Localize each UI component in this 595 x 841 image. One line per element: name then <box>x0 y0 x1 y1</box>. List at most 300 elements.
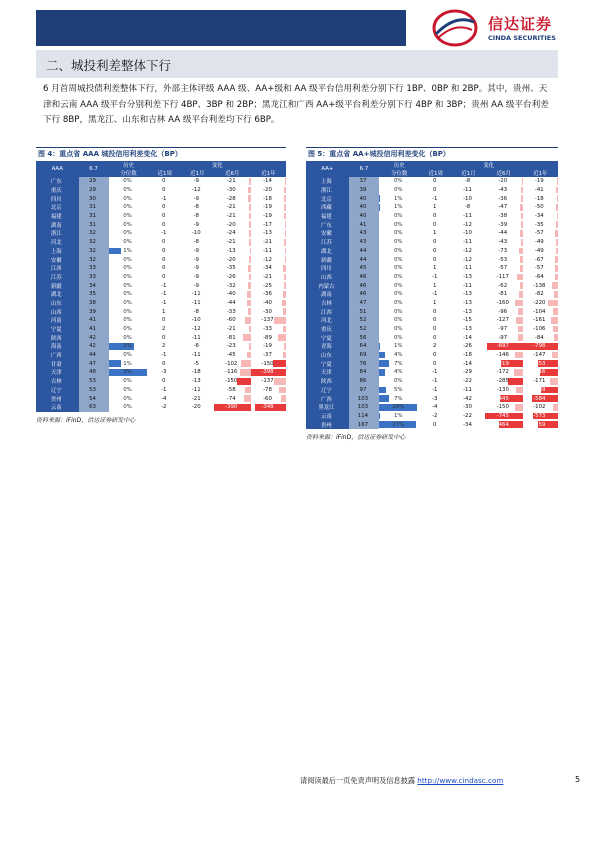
cell-value: -798 <box>533 343 546 350</box>
change-6m-cell <box>214 194 252 203</box>
change-6m-cell <box>214 281 252 290</box>
change-1m-cell <box>452 420 485 429</box>
cell-value: 0% <box>123 221 132 228</box>
change-6m-cell <box>485 220 523 229</box>
cell-value: 7% <box>393 360 403 367</box>
change-1m-cell <box>181 316 214 325</box>
change-1w-cell <box>149 186 182 195</box>
change-6m-cell <box>485 186 523 195</box>
cell-value: 江西 <box>321 309 332 316</box>
cell-value: -4 <box>432 404 438 411</box>
change-1m-cell <box>181 359 214 368</box>
spread-cell <box>349 316 379 325</box>
cell-value: -53 <box>498 256 508 263</box>
percentile-cell <box>109 342 149 351</box>
change-1w-cell <box>419 281 452 290</box>
province-cell <box>306 325 349 334</box>
cell-value: 天津 <box>321 370 332 377</box>
change-1m-cell <box>181 186 214 195</box>
province-cell <box>306 420 349 429</box>
province-cell <box>306 394 349 403</box>
change-1m-cell <box>452 299 485 308</box>
table-row <box>306 177 558 186</box>
change-1m-cell <box>181 247 214 256</box>
cell-value: 吉林 <box>50 379 62 386</box>
cell-value: -41 <box>534 187 544 194</box>
cell-value: 52 <box>359 317 367 324</box>
table-row <box>36 238 286 247</box>
value-bar <box>556 221 558 228</box>
cell-value: 山东 <box>321 353 332 360</box>
change-1w-cell <box>419 203 452 212</box>
cell-value: 52 <box>359 326 367 333</box>
cell-value: 宁夏 <box>50 327 62 334</box>
value-bar <box>284 187 286 194</box>
cell-value: -1 <box>432 291 438 298</box>
percentile-cell <box>109 359 149 368</box>
change-6m-cell <box>214 273 252 282</box>
cell-value: 32 <box>89 230 96 237</box>
cell-value: 167 <box>357 421 369 428</box>
table-row <box>36 194 286 203</box>
change-6m-cell <box>485 325 523 334</box>
table-row <box>306 368 558 377</box>
value-bar <box>284 282 286 289</box>
cell-value: 48 <box>89 369 96 376</box>
cell-value: -160 <box>496 299 509 306</box>
cell-value: 山西 <box>321 274 332 281</box>
cell-value: -11 <box>463 239 472 246</box>
cell-value: 0 <box>433 317 437 324</box>
value-bar <box>556 204 558 211</box>
change-1y-cell <box>523 386 558 395</box>
brand-name-cn: 信达证券 <box>488 15 553 33</box>
change-1y-cell <box>251 194 286 203</box>
percentile-cell <box>109 186 149 195</box>
spread-cell <box>79 403 109 412</box>
change-1w-cell <box>419 342 452 351</box>
change-6m-cell <box>214 394 252 403</box>
change-6m-cell <box>214 212 252 221</box>
change-6m-cell <box>214 368 252 377</box>
cell-value: -62 <box>498 282 508 289</box>
change-1m-cell <box>181 290 214 299</box>
change-1w-cell <box>419 220 452 229</box>
cell-value: -1 <box>432 378 438 385</box>
cell-value: -84 <box>534 334 544 341</box>
cell-value: 0 <box>162 247 166 254</box>
cell-value: -40 <box>263 299 272 306</box>
table-row <box>36 186 286 195</box>
cell-value: 54 <box>89 395 96 402</box>
spread-cell <box>79 394 109 403</box>
figure-title: 图 4：重点省 AAA 城投信用利差变化（BP） <box>36 147 286 161</box>
province-cell <box>306 194 349 203</box>
change-1w-cell <box>419 273 452 282</box>
province-cell <box>306 255 349 264</box>
value-bar <box>554 291 558 298</box>
paragraph-text: 6 月首周城投债利差整体下行，外部主体评级 AAA 级、AA+级和 AA 级平台信用利差分别下行 1BP、0BP 和 2BP。其中，贵州、天津和云南 AAA 级平台分别利差下行 4BP、3BP 和 2BP；黑龙江和广西 AA+级平台利差分别下行 4BP 和 3BP；贵州 AA 级平台利差下行 8BP，黑龙江、山东和吉林 AA 级平台利差均下行 6BP。 <box>43 84 549 125</box>
table-row <box>306 255 558 264</box>
cell-value: 宁夏 <box>321 361 332 368</box>
col-m1: 近1月 <box>181 169 214 177</box>
change-1m-cell <box>452 264 485 273</box>
cell-value: 0% <box>393 178 403 185</box>
spread-cell <box>349 368 379 377</box>
spread-cell <box>349 273 379 282</box>
cell-value: -24 <box>226 230 236 237</box>
cell-value: -49 <box>534 247 544 254</box>
col-rating: AAA <box>36 161 79 177</box>
cell-value: -1 <box>161 386 167 393</box>
change-1w-cell <box>419 212 452 221</box>
value-bar <box>516 387 523 394</box>
cell-value: 0 <box>433 326 437 333</box>
value-bar <box>379 360 389 367</box>
cell-value: 97 <box>359 386 367 393</box>
cell-value: 0% <box>123 378 132 385</box>
province-cell <box>36 186 79 195</box>
change-1w-cell <box>149 394 182 403</box>
cell-value: 0% <box>393 187 403 194</box>
cell-value: -348 <box>261 404 274 411</box>
cell-value: -172 <box>496 369 509 376</box>
cell-value: 广东 <box>321 222 332 229</box>
percentile-cell <box>379 299 419 308</box>
percentile-cell <box>379 368 419 377</box>
cell-value: 0% <box>393 221 403 228</box>
table-row <box>306 386 558 395</box>
cell-value: 43 <box>359 239 367 246</box>
cell-value: 宁夏 <box>321 335 332 342</box>
footer-text: 请阅读最后一页免责声明及信息披露 <box>300 776 418 785</box>
cell-value: 34 <box>89 282 96 289</box>
change-1y-cell <box>523 281 558 290</box>
cell-value: -1 <box>161 195 167 202</box>
cell-value: 青海 <box>321 344 332 351</box>
cell-value: 浙江 <box>321 188 332 195</box>
cell-value: -11 <box>463 187 472 194</box>
cell-value: -10 <box>463 230 472 237</box>
cell-value: -36 <box>263 291 272 298</box>
percentile-cell <box>109 247 149 256</box>
change-1w-cell <box>149 325 182 334</box>
percentile-cell <box>379 403 419 412</box>
change-1w-cell <box>419 186 452 195</box>
change-1y-cell <box>251 238 286 247</box>
footer-link[interactable]: http://www.cindasc.com <box>417 776 504 785</box>
cell-value: 46 <box>359 291 367 298</box>
spread-cell <box>349 238 379 247</box>
cell-value: -11 <box>191 299 201 306</box>
table-row <box>36 307 286 316</box>
cell-value: 0 <box>162 213 166 220</box>
cell-value: -150 <box>496 404 509 411</box>
province-cell <box>36 342 79 351</box>
value-bar <box>274 317 286 324</box>
percentile-cell <box>379 359 419 368</box>
value-bar <box>379 195 380 202</box>
cell-value: 0% <box>393 213 403 220</box>
cell-value: 0% <box>123 395 132 402</box>
change-1y-cell <box>251 342 286 351</box>
percentile-cell <box>379 264 419 273</box>
change-6m-cell <box>485 420 523 429</box>
change-6m-cell <box>485 342 523 351</box>
spread-cell <box>79 186 109 195</box>
cell-value: -573 <box>533 412 546 419</box>
percentile-cell <box>109 290 149 299</box>
table-row <box>36 325 286 334</box>
table-row <box>306 316 558 325</box>
value-bar <box>553 308 558 315</box>
cell-value: 0% <box>393 299 403 306</box>
cell-value: 1% <box>393 412 403 419</box>
table-row <box>36 342 286 351</box>
value-bar <box>273 360 286 367</box>
change-6m-cell <box>485 377 523 386</box>
change-6m-cell <box>485 229 523 238</box>
table-row <box>36 229 286 238</box>
cell-value: -130 <box>496 386 509 393</box>
change-1y-cell <box>251 212 286 221</box>
change-6m-cell <box>485 412 523 421</box>
percentile-cell <box>109 273 149 282</box>
cell-value: -390 <box>225 404 238 411</box>
cell-value: -10 <box>463 195 472 202</box>
change-6m-cell <box>485 281 523 290</box>
change-1w-cell <box>149 273 182 282</box>
cell-value: -50 <box>534 204 544 211</box>
cell-value: 河南 <box>50 318 62 325</box>
value-bar <box>284 239 286 246</box>
cell-value: 湖南 <box>321 292 332 299</box>
cell-value: 1 <box>433 282 437 289</box>
cell-value: 1 <box>433 230 437 237</box>
col-date: 6.7 <box>79 161 109 177</box>
change-1m-cell <box>452 238 485 247</box>
percentile-cell <box>379 247 419 256</box>
spread-cell <box>79 212 109 221</box>
cell-value: -1 <box>161 291 167 298</box>
percentile-cell <box>379 351 419 360</box>
cell-value: 江西 <box>50 266 62 273</box>
spread-cell <box>349 386 379 395</box>
cell-value: -9 <box>193 256 199 263</box>
value-bar <box>379 395 389 402</box>
cell-value: 福建 <box>50 214 62 221</box>
footer-disclaimer <box>300 776 503 786</box>
page-number: 5 <box>575 775 581 784</box>
change-6m-cell <box>214 220 252 229</box>
cell-value: 40 <box>359 195 367 202</box>
cell-value: -6 <box>193 343 199 350</box>
cell-value: 上海 <box>50 248 62 255</box>
col-rating: AA+ <box>306 161 349 177</box>
cell-value: 1% <box>123 360 132 367</box>
cell-value: 吉林 <box>321 300 332 307</box>
change-6m-cell <box>214 333 252 342</box>
change-1m-cell <box>452 255 485 264</box>
value-bar <box>515 300 523 307</box>
spread-cell <box>79 203 109 212</box>
cell-value: 40 <box>359 204 367 211</box>
cell-value: -18 <box>534 195 544 202</box>
cell-value: -97 <box>498 326 508 333</box>
cell-value: -57 <box>498 265 508 272</box>
cell-value: 湖北 <box>321 248 332 255</box>
change-6m-cell <box>485 386 523 395</box>
cell-value: -9 <box>193 265 199 272</box>
value-bar <box>555 256 558 263</box>
change-1y-cell <box>523 273 558 282</box>
table-row <box>306 359 558 368</box>
table-row <box>36 351 286 360</box>
province-cell <box>306 342 349 351</box>
cell-value: 39 <box>359 187 367 194</box>
figure-4 <box>36 147 286 424</box>
value-bar <box>552 352 559 359</box>
value-bar <box>284 204 286 211</box>
cell-value: -19 <box>263 204 272 211</box>
spread-cell <box>349 342 379 351</box>
cell-value: -10 <box>191 230 201 237</box>
cell-value: -11 <box>191 386 201 393</box>
cell-value: -37 <box>263 352 272 359</box>
spread-cell <box>349 351 379 360</box>
cell-value: -1 <box>161 299 167 306</box>
province-cell <box>306 316 349 325</box>
change-1y-cell <box>523 307 558 316</box>
cell-value: -106 <box>533 326 546 333</box>
cell-value: 新疆 <box>50 283 62 290</box>
cell-value: 4% <box>393 369 403 376</box>
cell-value: -34 <box>263 265 272 272</box>
cell-value: -116 <box>225 369 238 376</box>
table-row <box>306 220 558 229</box>
spread-cell <box>79 255 109 264</box>
cell-value: -11 <box>191 334 201 341</box>
cell-value: -419 <box>496 360 509 367</box>
cell-value: -26 <box>226 273 236 280</box>
cell-value: -14 <box>463 360 472 367</box>
cell-value: -8 <box>464 178 471 185</box>
percentile-cell <box>379 377 419 386</box>
spread-cell <box>349 403 379 412</box>
cell-value: 上海 <box>321 179 332 186</box>
change-1y-cell <box>523 299 558 308</box>
change-1m-cell <box>181 177 214 186</box>
cell-value: 0 <box>162 378 166 385</box>
value-bar <box>556 239 558 246</box>
change-1m-cell <box>452 212 485 221</box>
change-1y-cell <box>251 386 286 395</box>
cell-value: 47 <box>359 299 367 306</box>
col-hist: 历史 <box>379 161 419 169</box>
cell-value: 45 <box>359 265 367 272</box>
cell-value: -78 <box>263 386 272 393</box>
cell-value: 64 <box>359 343 367 350</box>
cell-value: 5% <box>393 386 403 393</box>
change-1w-cell <box>149 290 182 299</box>
spread-cell <box>349 420 379 429</box>
col-m6: 近6月 <box>214 169 252 177</box>
cell-value: -13 <box>463 291 472 298</box>
cell-value: -11 <box>191 352 201 359</box>
change-1m-cell <box>452 342 485 351</box>
change-6m-cell <box>214 238 252 247</box>
cell-value: -2 <box>432 412 438 419</box>
cell-value: 1 <box>162 308 166 315</box>
col-m6: 近6月 <box>485 169 523 177</box>
cell-value: 3% <box>123 369 132 376</box>
change-6m-cell <box>214 264 252 273</box>
change-6m-cell <box>485 359 523 368</box>
cell-value: 0% <box>123 213 132 220</box>
change-1y-cell <box>251 307 286 316</box>
change-1w-cell <box>419 420 452 429</box>
cell-value: 内蒙古 <box>318 283 335 290</box>
cell-value: -8 <box>193 239 199 246</box>
value-bar <box>285 230 286 237</box>
change-1y-cell <box>251 325 286 334</box>
spread-cell <box>349 394 379 403</box>
cell-value: 103 <box>357 404 369 411</box>
change-1m-cell <box>181 342 214 351</box>
cell-value: 41 <box>359 221 367 228</box>
province-cell <box>36 255 79 264</box>
cell-value: 0% <box>393 326 403 333</box>
value-bar <box>285 256 286 263</box>
cell-value: -22 <box>463 412 472 419</box>
brand-name-en: CINDA SECURITIES <box>488 34 556 42</box>
cell-value: -21 <box>226 213 236 220</box>
province-cell <box>306 264 349 273</box>
spread-cell <box>349 299 379 308</box>
percentile-cell <box>379 325 419 334</box>
change-1y-cell <box>523 325 558 334</box>
cell-value: 1% <box>393 195 403 202</box>
cell-value: -34 <box>463 421 472 428</box>
change-6m-cell <box>214 255 252 264</box>
percentile-cell <box>379 203 419 212</box>
cell-value: -220 <box>533 299 546 306</box>
value-bar <box>278 334 286 341</box>
spread-cell <box>79 333 109 342</box>
cell-value: 湖南 <box>50 222 62 229</box>
change-6m-cell <box>485 403 523 412</box>
percentile-cell <box>379 290 419 299</box>
cell-value: -398 <box>261 369 274 376</box>
table-row <box>306 212 558 221</box>
change-6m-cell <box>214 342 252 351</box>
change-1w-cell <box>419 247 452 256</box>
cell-value: 0% <box>393 308 403 315</box>
cell-value: 33 <box>89 273 96 280</box>
cell-value: 广西 <box>321 396 332 403</box>
percentile-cell <box>379 220 419 229</box>
province-cell <box>36 403 79 412</box>
province-cell <box>36 299 79 308</box>
cell-value: -44 <box>498 230 508 237</box>
cell-value: -1 <box>432 386 438 393</box>
cell-value: -12 <box>463 256 472 263</box>
change-1m-cell <box>452 247 485 256</box>
cell-value: -57 <box>534 230 544 237</box>
change-1y-cell <box>523 264 558 273</box>
cell-value: -43 <box>498 239 508 246</box>
brand-logo <box>432 8 582 48</box>
